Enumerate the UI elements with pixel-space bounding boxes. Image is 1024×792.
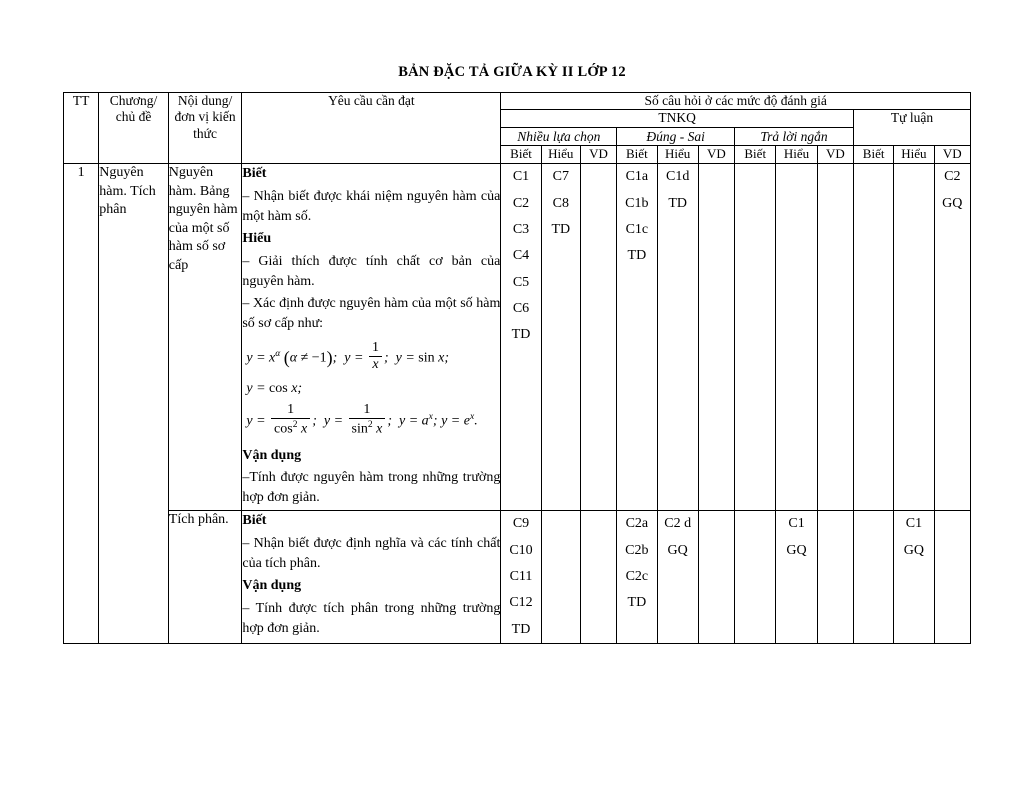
code-item: C2 [944, 169, 961, 185]
cell-tt: 1 [64, 164, 99, 644]
cell-code-sa-vd [817, 511, 853, 644]
code-item: C1 [788, 516, 805, 532]
requirement-line: –Tính được nguyên hàm trong những trường hợp đơn giản. [242, 469, 501, 506]
code-item: TD [627, 595, 647, 611]
cell-code-tf-hieu [657, 511, 698, 644]
code-item: C1d [665, 169, 690, 185]
code-item: C1 [512, 169, 530, 185]
specification-table [63, 92, 971, 644]
cell-requirement [242, 511, 501, 644]
cell-code-tl-vd [934, 511, 970, 644]
cell-code-tl-hieu [894, 511, 934, 644]
code-item: C7 [552, 169, 569, 185]
code-item: C1 [905, 516, 923, 532]
header-level-tl-biet: Biết [853, 146, 893, 164]
code-item: C5 [512, 274, 530, 290]
cell-code-tl-vd [934, 164, 970, 511]
code-item: C9 [512, 516, 530, 532]
cell-code-tf-vd [698, 511, 734, 644]
code-item: C4 [512, 248, 530, 264]
code-item: TD [511, 327, 531, 343]
code-item: GQ [903, 542, 925, 558]
cell-code-tf-biet [617, 511, 657, 644]
code-item: C6 [512, 300, 530, 316]
header-level-mc-vd: VD [580, 146, 616, 164]
header-true-false: Đúng - Sai [617, 127, 735, 146]
page-title: BẢN ĐẶC TẢ GIỮA KỲ II LỚP 12 [398, 64, 626, 80]
cell-code-tf-vd [698, 164, 734, 511]
header-tt: TT [64, 93, 99, 164]
code-item: TD [627, 248, 647, 264]
code-item: C12 [509, 595, 533, 611]
code-item: TD [511, 621, 531, 637]
cell-code-mc-vd [580, 164, 616, 511]
cell-code-mc-hieu [541, 164, 580, 511]
requirement-line: – Nhận biết được khái niệm nguyên hàm của một hàm số. [242, 188, 501, 224]
cell-code-sa-hieu [776, 164, 817, 511]
cell-unit: Nguyên hàm. Bảng nguyên hàm của một số hàm số sơ cấp [168, 164, 242, 511]
header-level-tf-vd: VD [698, 146, 734, 164]
code-item: GQ [942, 195, 963, 211]
header-requirement: Yêu cầu cần đạt [242, 93, 501, 164]
code-item: C1b [625, 195, 649, 211]
code-item: C2 [512, 195, 530, 211]
header-level-tl-hieu: Hiểu [894, 146, 934, 164]
code-item: C2a [625, 516, 649, 532]
cell-code-tl-biet [853, 511, 893, 644]
code-item: C2b [625, 542, 649, 558]
cell-code-tf-hieu [657, 164, 698, 511]
code-item: TD [668, 195, 687, 211]
requirement-heading: Biết [242, 513, 267, 529]
requirement-line: – Tính được tích phân trong những trường hợp đơn giản. [242, 600, 501, 636]
requirement-heading: Vận dụng [242, 578, 302, 594]
requirement-heading: Vận dụng [242, 447, 302, 463]
cell-code-tf-biet [617, 164, 657, 511]
code-item: C11 [509, 569, 533, 585]
header-row-1 [64, 93, 971, 110]
requirement-line: – Giải thích được tính chất cơ bản của nguyên hàm. [242, 253, 501, 289]
code-item: GQ [667, 542, 688, 558]
header-question-count: Số câu hỏi ở các mức độ đánh giá [501, 93, 971, 110]
code-item: C2c [625, 569, 649, 585]
code-item: C10 [509, 542, 533, 558]
cell-code-tl-hieu [894, 164, 934, 511]
header-level-mc-biet: Biết [501, 146, 541, 164]
header-level-mc-hieu: Hiểu [541, 146, 580, 164]
requirement-heading: Biết [242, 166, 267, 182]
cell-code-sa-biet [735, 511, 776, 644]
header-level-sa-hieu: Hiểu [776, 146, 817, 164]
header-tu-luan: Tự luận [853, 110, 970, 146]
header-level-sa-biet: Biết [735, 146, 776, 164]
requirement-heading: Hiểu [242, 231, 272, 247]
code-item: GQ [786, 542, 807, 558]
header-chapter: Chương/ chủ đề [99, 93, 169, 164]
table-row [64, 164, 971, 511]
header-tnkq: TNKQ [501, 110, 854, 127]
formula-line-3: y = $\frac{1}{\cos^2 x}$ ; y = $\frac{1}{\sin^2 x}$ ; $y = a^x$; $y = e^x$. [246, 401, 478, 437]
requirement-line: – Xác định được nguyên hàm của một số hàm số sơ cấp như: [242, 296, 501, 332]
header-short-answer: Trả lời ngắn [735, 127, 854, 146]
formula-line-1: $y = x^\alpha$ (α ≠ −1); y = $\frac{1}{x}$ ; y = sin x; [246, 339, 450, 373]
code-item: C1c [625, 222, 649, 237]
header-level-sa-vd: VD [817, 146, 853, 164]
code-item: C8 [552, 195, 569, 211]
header-level-tf-hieu: Hiểu [657, 146, 698, 164]
header-level-tf-biet: Biết [617, 146, 657, 164]
cell-code-mc-hieu [541, 511, 580, 644]
cell-chapter: Nguyên hàm. Tích phân [99, 164, 169, 644]
requirement-line: – Nhận biết được định nghĩa và các tính chất của tích phân. [242, 535, 501, 572]
cell-code-mc-biet [501, 164, 541, 511]
code-item: TD [551, 222, 571, 237]
cell-code-sa-vd [817, 164, 853, 511]
cell-code-mc-biet [501, 511, 541, 644]
cell-code-tl-biet [853, 164, 893, 511]
code-item: C2 d [664, 516, 692, 532]
formula-line-2: y = cos x; [246, 381, 303, 397]
cell-code-sa-biet [735, 164, 776, 511]
header-level-tl-vd: VD [934, 146, 970, 164]
header-content-unit: Nội dung/đơn vị kiến thức [168, 93, 242, 164]
cell-requirement [242, 164, 501, 511]
code-item: C1a [625, 169, 649, 185]
header-multiple-choice: Nhiều lựa chọn [501, 127, 617, 146]
table-row [64, 511, 971, 644]
cell-unit: Tích phân. [168, 511, 242, 644]
cell-code-sa-hieu [776, 511, 817, 644]
code-item: C3 [512, 222, 530, 237]
cell-code-mc-vd [580, 511, 616, 644]
